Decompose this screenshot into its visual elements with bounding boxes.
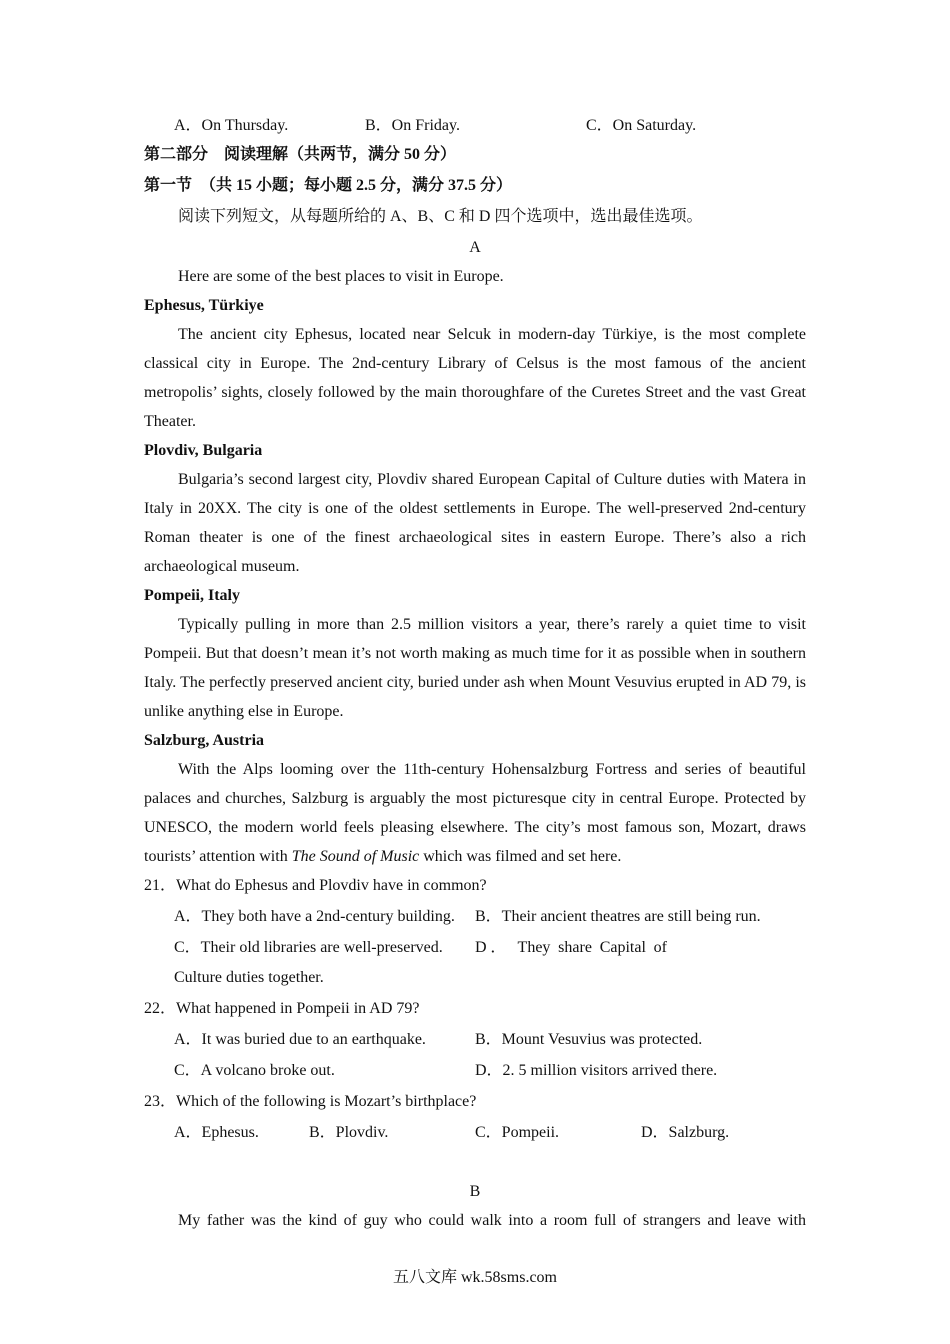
passage-a-letter: A xyxy=(469,239,481,256)
place-title-pompeii: Pompeii, Italy xyxy=(144,587,240,604)
salzburg-text-before: With the Alps looming over the 11th-century Hohensalzburg Fortress and series of beautiful palaces and churches, Salzburg is arguably the most picturesque city in central Europe. Protected by UNESCO, the modern world feels pleasing elsewhere. The city’s most famous son, Mozart, draws tourists’ attention with xyxy=(144,761,806,865)
question-23-option-b: B．Plovdiv. xyxy=(309,1124,389,1141)
document-content xyxy=(144,111,806,1235)
question-21-option-b: B．Their ancient theatres are still being run. xyxy=(475,908,761,925)
place-text-plovdiv: Bulgaria’s second largest city, Plovdiv shared European Capital of Culture duties with Matera in Italy in 20XX. The city is one of the oldest settlements in Europe. The well-preserved 2nd-century Roman theater is one of the finest archaeological sites in eastern Europe. There’s also a rich archaeological museum. xyxy=(144,471,806,575)
question-21-option-c: C．Their old libraries are well-preserved. xyxy=(174,939,443,956)
place-title-ephesus: Ephesus, Türkiye xyxy=(144,297,264,314)
passage-b-letter: B xyxy=(469,1183,481,1200)
footer-watermark: 五八文库 wk.58sms.com xyxy=(392,1269,557,1286)
question-22-option-c: C．A volcano broke out. xyxy=(174,1062,335,1079)
question-21-stem: 21．What do Ephesus and Plovdiv have in common? xyxy=(144,877,487,894)
question-23-option-c: C．Pompeii. xyxy=(475,1124,560,1141)
question-22-options-row1 xyxy=(144,1025,806,1056)
place-text-ephesus: The ancient city Ephesus, located near Selcuk in modern-day Türkiye, is the most complete classical city in Europe. The 2nd-century Library of Celsus is the most famous of the ancient metropolis’ sights, closely followed by the main thoroughfare of the Curetes Street and the vast Great Theater. xyxy=(144,326,806,430)
option-a: A．On Thursday. xyxy=(174,117,289,134)
question-21-option-a: A．They both have a 2nd-century building. xyxy=(174,908,455,925)
place-title-plovdiv: Plovdiv, Bulgaria xyxy=(144,442,263,459)
passage-b-first-line: My father was the kind of guy who could walk into a room full of strangers and leave with xyxy=(178,1212,806,1229)
section1-heading: 第一节 （共 15 小题；每小题 2.5 分，满分 37.5 分） xyxy=(144,177,513,194)
previous-question-options xyxy=(144,111,806,140)
place-title-salzburg: Salzburg, Austria xyxy=(144,732,265,749)
question-23-options xyxy=(144,1118,806,1149)
question-21-options-row1 xyxy=(144,902,806,933)
instructions: 阅读下列短文，从每题所给的 A、B、C 和 D 四个选项中，选出最佳选项。 xyxy=(178,208,703,225)
question-22-options-row2 xyxy=(144,1056,806,1087)
question-22-option-d: D．2. 5 million visitors arrived there. xyxy=(475,1062,718,1079)
question-21-option-d: D． They share Capital of Culture duties together. xyxy=(174,939,667,986)
question-22-option-a: A．It was buried due to an earthquake. xyxy=(174,1031,426,1048)
question-23-option-a: A．Ephesus. xyxy=(174,1124,259,1141)
passage-a-intro: Here are some of the best places to visit in Europe. xyxy=(178,268,504,285)
passage-gap xyxy=(144,1149,806,1177)
option-c: C．On Saturday. xyxy=(586,117,697,134)
question-22-stem: 22．What happened in Pompeii in AD 79? xyxy=(144,1000,420,1017)
option-b: B．On Friday. xyxy=(365,117,460,134)
question-23-stem: 23．Which of the following is Mozart’s birthplace? xyxy=(144,1093,477,1110)
part2-heading: 第二部分 阅读理解（共两节，满分 50 分） xyxy=(144,146,457,163)
question-22-option-b: B．Mount Vesuvius was protected. xyxy=(475,1031,703,1048)
place-text-salzburg xyxy=(144,755,806,871)
film-title: The Sound of Music xyxy=(291,848,420,865)
place-text-pompeii: Typically pulling in more than 2.5 million visitors a year, there’s rarely a quiet time to visit Pompeii. But that doesn’t mean it’s not worth making as much time for it as possible when in southern Italy. The perfectly preserved ancient city, buried under ash when Mount Vesuvius erupted in AD 79, is unlike anything else in Europe. xyxy=(144,616,806,720)
salzburg-text-after: which was filmed and set here. xyxy=(419,848,622,865)
question-23-option-d: D．Salzburg. xyxy=(641,1124,730,1141)
